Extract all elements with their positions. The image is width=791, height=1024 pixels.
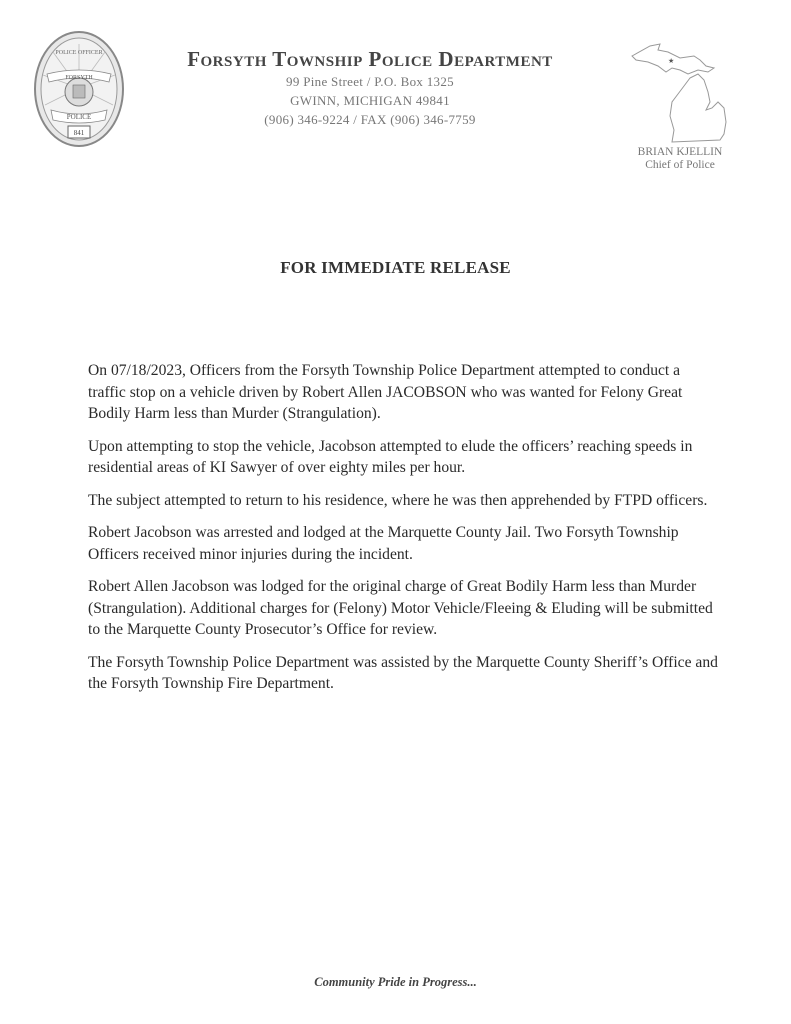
paragraph: Robert Allen Jacobson was lodged for the original charge of Great Bodily Harm less than Murder (Strangulation). Additional charges for (Felony) Motor Vehicle/Fleeing & Eluding will be submitted to the Marquette County Prosecutor’s Office for review. [88,578,713,638]
chief-title: Chief of Police [645,159,715,171]
star-location-icon: ★ [668,57,675,65]
release-body [88,360,718,706]
paragraph: On 07/18/2023, Officers from the Forsyth Township Police Department attempted to conduct a traffic stop on a vehicle driven by Robert Allen JACOBSON who was wanted for Felony Great Bodily Harm less than Murder (Strangulation). [88,362,683,422]
paragraph: Upon attempting to stop the vehicle, Jacobson attempted to elude the officers’ reaching speeds in residential areas of KI Sawyer of over eighty miles per hour. [88,437,693,476]
paragraph: Robert Jacobson was arrested and lodged at the Marquette County Jail. Two Forsyth Township Officers received minor injuries during the incident. [88,524,679,563]
chief-name: BRIAN KJELLIN [637,146,723,158]
address-line-2: GWINN, MICHIGAN 49841 [290,93,450,108]
org-name: Forsyth Township Police Department [187,47,553,71]
svg-text:POLICE: POLICE [66,113,92,121]
chief-block [610,146,750,172]
phone-fax-line: (906) 346-9224 / FAX (906) 346-7759 [264,112,476,127]
paragraph: The subject attempted to return to his residence, where he was then apprehended by FTPD officers. [88,491,708,509]
release-title: FOR IMMEDIATE RELEASE [280,258,511,277]
police-badge-logo [33,30,125,148]
svg-text:POLICE OFFICER: POLICE OFFICER [55,50,103,56]
letterhead [150,46,590,129]
footer-tagline: Community Pride in Progress... [314,975,477,989]
svg-text:FORSYTH: FORSYTH [65,75,93,81]
michigan-map-icon [628,30,738,150]
address-line-1: 99 Pine Street / P.O. Box 1325 [286,74,454,89]
paragraph: The Forsyth Township Police Department was assisted by the Marquette County Sheriff’s Office and the Forsyth Township Fire Department. [88,653,718,692]
svg-text:841: 841 [73,129,85,137]
